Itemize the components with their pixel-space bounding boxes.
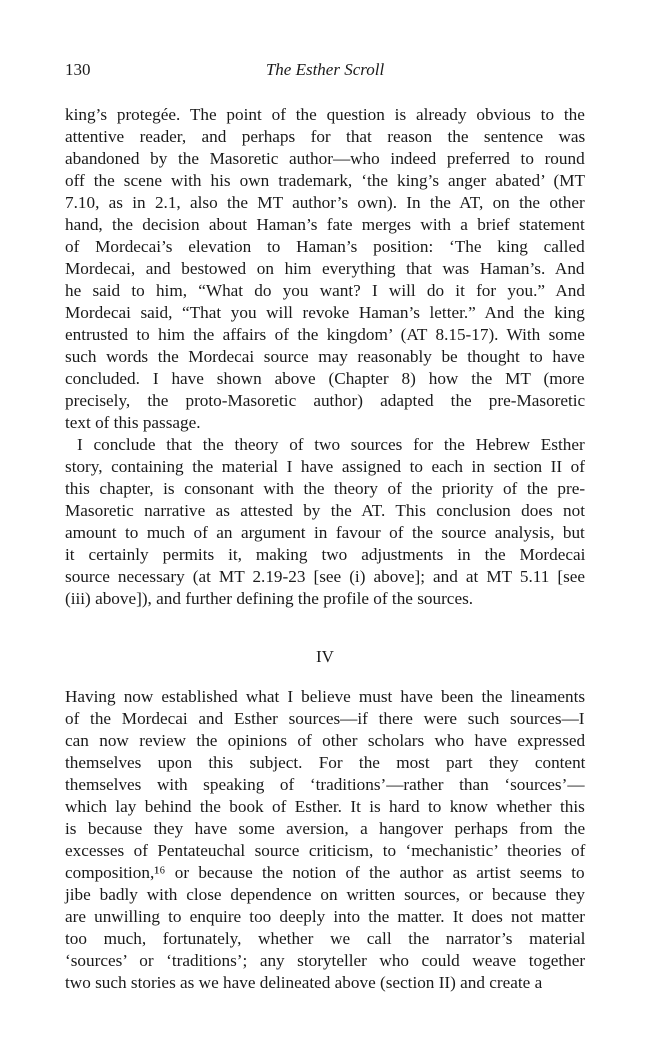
page-number: 130 <box>65 60 91 79</box>
section-heading: IV <box>316 647 334 666</box>
text-line: of the Mordecai and Esther sources—if there were such sources—I <box>65 709 585 728</box>
text-line: such words the Mordecai source may reasonably be thought to have <box>65 347 585 366</box>
text-line: attentive reader, and perhaps for that reason the sentence was <box>65 127 586 146</box>
text-line: abandoned by the Masoretic author—who indeed preferred to round <box>65 149 585 168</box>
text-line: story, containing the material I have assigned to each in section II of <box>65 457 585 476</box>
text-line: text of this passage. <box>65 413 201 432</box>
text-line: Mordecai said, “That you will revoke Haman’s letter.” And the king <box>65 303 585 322</box>
text-line: ‘sources’ or ‘traditions’; any storyteller who could weave together <box>65 951 586 970</box>
text-line: (iii) above]), and further defining the profile of the sources. <box>65 589 474 608</box>
text-line: themselves upon this subject. For the most part they content <box>65 753 586 772</box>
text-line: composition,¹⁶ or because the notion of the author as artist seems to <box>65 863 585 882</box>
page-body <box>65 104 585 994</box>
text-line: this chapter, is consonant with the theory of the priority of the pre- <box>65 479 586 498</box>
text-line: it certainly permits it, making two adjustments in the Mordecai <box>65 545 586 564</box>
text-line: precisely, the proto-Masoretic author) adapted the pre-Masoretic <box>65 391 586 410</box>
text-line: is because they have some aversion, a hangover perhaps from the <box>65 819 586 838</box>
text-line: he said to him, “What do you want? I will do it for you.” And <box>65 281 585 300</box>
paragraph-2 <box>65 434 585 610</box>
text-line: amount to much of an argument in favour of the source analysis, but <box>65 523 585 542</box>
text-line: I conclude that the theory of two sources for the Hebrew Esther <box>77 435 585 454</box>
text-line: Having now established what I believe must have been the lineaments <box>65 687 586 706</box>
text-line: can now review the opinions of other scholars who have expressed <box>65 731 586 750</box>
text-line: concluded. I have shown above (Chapter 8) how the MT (more <box>65 369 585 388</box>
text-line: are unwilling to enquire too deeply into the matter. It does not matter <box>65 907 585 926</box>
text-line: king’s protegée. The point of the question is already obvious to the <box>65 105 585 124</box>
text-line: hand, the decision about Haman’s fate merges with a brief statement <box>65 215 585 234</box>
text-line: 7.10, as in 2.1, also the MT author’s own). In the AT, on the other <box>65 193 585 212</box>
page-header <box>65 60 585 84</box>
running-title: The Esther Scroll <box>265 60 385 79</box>
text-line: excesses of Pentateuchal source criticism, to ‘mechanistic’ theories of <box>65 841 586 860</box>
text-line: Masoretic narrative as attested by the AT. This conclusion does not <box>65 501 586 520</box>
text-line: source necessary (at MT 2.19-23 [see (i) above]; and at MT 5.11 [see <box>65 567 586 586</box>
text-line: of Mordecai’s elevation to Haman’s position: ‘The king called <box>65 237 585 256</box>
text-line: themselves with speaking of ‘traditions’—rather than ‘sources’— <box>65 775 585 794</box>
text-line: off the scene with his own trademark, ‘the king’s anger abated’ (MT <box>65 171 586 190</box>
text-line: Mordecai, and bestowed on him everything that was Haman’s. And <box>65 259 585 278</box>
text-line: which lay behind the book of Esther. It is hard to know whether this <box>65 797 585 816</box>
text-line: entrusted to him the affairs of the kingdom’ (AT 8.15-17). With some <box>65 325 585 344</box>
text-line: too much, fortunately, whether we call the narrator’s material <box>65 929 586 948</box>
paragraph-3 <box>65 686 585 994</box>
paragraph-1 <box>65 104 585 434</box>
text-line: two such stories as we have delineated above (section II) and create a <box>65 973 543 992</box>
text-line: jibe badly with close dependence on written sources, or because they <box>65 885 585 904</box>
